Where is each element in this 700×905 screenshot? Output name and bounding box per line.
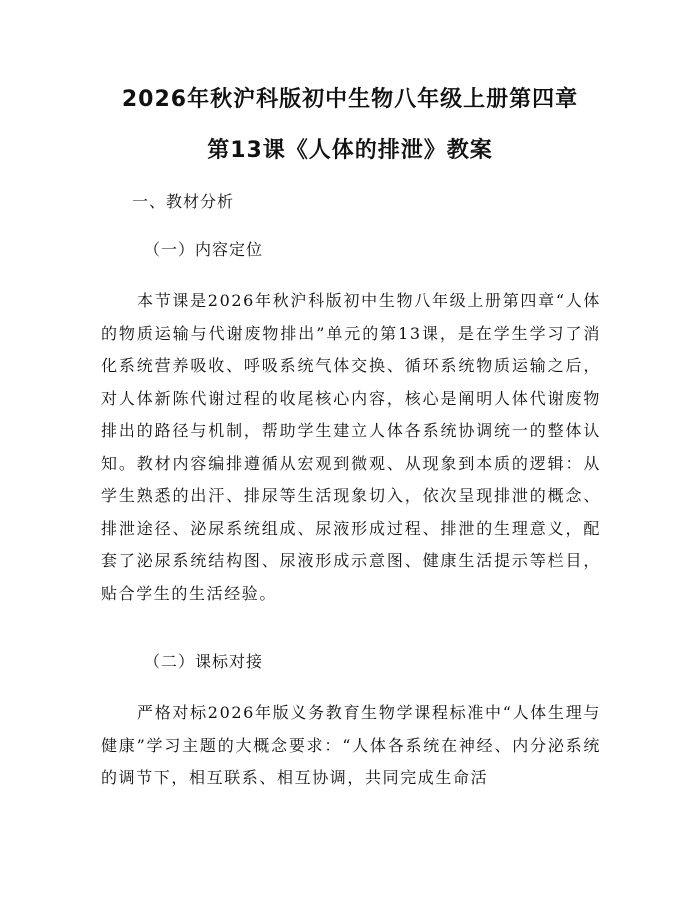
body-paragraph-content-positioning: 本节课是2026年秋沪科版初中生物八年级上册第四章“人体的物质运输与代谢废物排出”单元的第13课，是在学生学习了消化系统营养吸收、呼吸系统气体交换、循环系统物质运输之后，对人体新陈代谢过程的收尾核心内容，核心是阐明人体代谢废物排出的路径与机制，帮助学生建立人体各系统协调统一的整体认知。教材内容编排遵循从宏观到微观、从现象到本质的逻辑：从学生熟悉的出汗、排尿等生活现象切入，依次呈现排泄的概念、排泄途径、泌尿系统组成、尿液形成过程、排泄的生理意义，配套了泌尿系统结构图、尿液形成示意图、健康生活提示等栏目，贴合学生的生活经验。 bbox=[101, 291, 601, 603]
subsection-heading-curriculum-standards: （二）课标对接 bbox=[144, 652, 264, 671]
section-heading-textbook-analysis: 一、教材分析 bbox=[132, 192, 235, 211]
document-title-line1: 2026年秋沪科版初中生物八年级上册第四章 bbox=[121, 87, 579, 112]
document-title-line2: 第13课《人体的排泄》教案 bbox=[207, 138, 493, 163]
body-paragraph-curriculum-standards: 严格对标2026年版义务教育生物学课程标准中“人体生理与健康”学习主题的大概念要求：“人体各系统在神经、内分泌系统的调节下，相互联系、相互协调，共同完成生命活 bbox=[101, 703, 601, 787]
subsection-heading-content-positioning: （一）内容定位 bbox=[144, 240, 264, 259]
